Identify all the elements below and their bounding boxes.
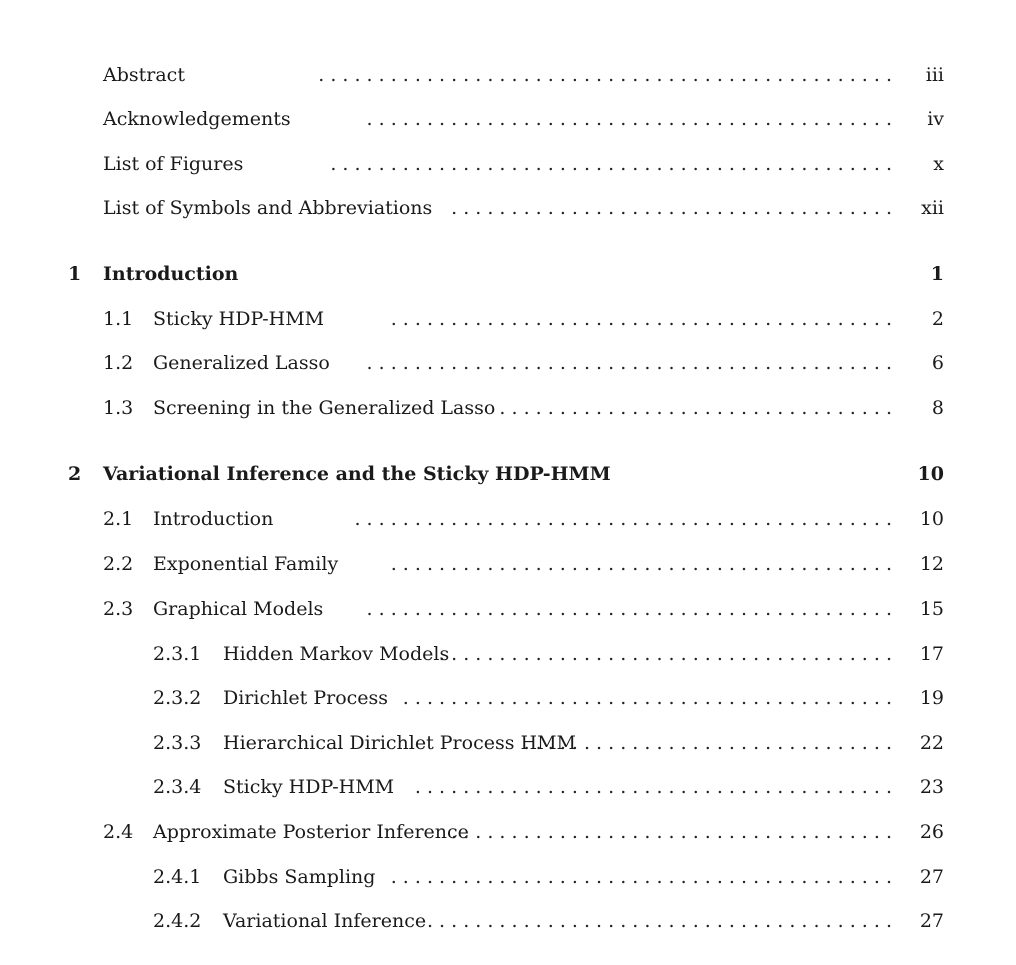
section-page: 15 bbox=[919, 598, 944, 620]
section-title: Approximate Posterior Inference bbox=[153, 821, 469, 843]
toc-entry-page: x bbox=[933, 153, 944, 175]
subsection-page: 27 bbox=[919, 866, 944, 888]
subsection-page: 17 bbox=[919, 643, 944, 665]
chapter-page: 1 bbox=[930, 263, 944, 285]
section-number: 1.1 bbox=[103, 308, 134, 330]
subsection-number: 2.3.3 bbox=[153, 732, 202, 754]
dot-leader: . . . . . . . . . . . . . . . . . . . . . . . . . . . . . . . . . . . . . . . . . . . . . bbox=[354, 508, 892, 530]
toc-entry-list-of-symbols[interactable] bbox=[0, 192, 1016, 224]
subsection-number: 2.4.2 bbox=[153, 910, 202, 932]
chapter-number: 1 bbox=[68, 263, 82, 285]
subsection-number: 2.3.4 bbox=[153, 776, 202, 798]
toc-section-2-4[interactable] bbox=[0, 816, 1016, 848]
section-number: 2.4 bbox=[103, 821, 134, 843]
chapter-title: Introduction bbox=[103, 263, 239, 285]
toc-entry-title: List of Symbols and Abbreviations bbox=[103, 197, 433, 219]
subsection-title: Variational Inference bbox=[223, 910, 427, 932]
subsection-title: Hierarchical Dirichlet Process HMM bbox=[223, 732, 576, 754]
chapter-page: 10 bbox=[917, 463, 944, 485]
dot-leader: . . . . . . . . . . . . . . . . . . . . . . . . . . . . . . . . . . . . . . . . . . bbox=[390, 553, 892, 575]
toc-entry-title: Abstract bbox=[103, 64, 185, 86]
section-number: 1.2 bbox=[103, 352, 134, 374]
section-page: 12 bbox=[919, 553, 944, 575]
dot-leader: . . . . . . . . . . . . . . . . . . . . . . . . . . . . . . . . . . . . . . . . . bbox=[402, 687, 892, 709]
subsection-number: 2.3.2 bbox=[153, 687, 202, 709]
toc-section-2-1[interactable] bbox=[0, 503, 1016, 535]
subsection-page: 19 bbox=[919, 687, 944, 709]
section-page: 2 bbox=[931, 308, 944, 330]
toc-chapter-1[interactable] bbox=[0, 258, 1016, 290]
chapter-title: Variational Inference and the Sticky HDP-HMM bbox=[103, 463, 611, 485]
section-page: 8 bbox=[931, 397, 944, 419]
section-title: Sticky HDP-HMM bbox=[153, 308, 325, 330]
subsection-page: 23 bbox=[919, 776, 944, 798]
section-title: Graphical Models bbox=[153, 598, 324, 620]
toc-section-1-1[interactable] bbox=[0, 303, 1016, 335]
toc-chapter-2[interactable] bbox=[0, 458, 1016, 490]
toc-subsection-2-4-2[interactable] bbox=[0, 905, 1016, 937]
toc-entry-acknowledgements[interactable] bbox=[0, 103, 1016, 135]
toc-subsection-2-3-1[interactable] bbox=[0, 638, 1016, 670]
dot-leader: . . . . . . . . . . . . . . . . . . . . . . . . . . . . . . . . . . . . . . bbox=[439, 643, 892, 665]
toc-entry-title: Acknowledgements bbox=[103, 108, 291, 130]
section-page: 10 bbox=[919, 508, 944, 530]
dot-leader: . . . . . . . . . . . . . . . . . . . . . . . . . . . . . . . . . . . . . . . . . . . . bbox=[366, 108, 892, 130]
subsection-title: Sticky HDP-HMM bbox=[223, 776, 395, 798]
section-title: Generalized Lasso bbox=[153, 352, 330, 374]
dot-leader: . . . . . . . . . . . . . . . . . . . . . . . . . . . . . . . . . . . . . . . . . . bbox=[390, 866, 892, 888]
section-number: 2.3 bbox=[103, 598, 134, 620]
dot-leader: . . . . . . . . . . . . . . . . . . . . . . . . . . . . . . . . . . . . . bbox=[451, 197, 892, 219]
section-title: Screening in the Generalized Lasso bbox=[153, 397, 496, 419]
subsection-title: Gibbs Sampling bbox=[223, 866, 376, 888]
subsection-number: 2.3.1 bbox=[153, 643, 202, 665]
toc-entry-list-of-figures[interactable] bbox=[0, 148, 1016, 180]
subsection-number: 2.4.1 bbox=[153, 866, 202, 888]
dot-leader: . . . . . . . . . . . . . . . . . . . . . . . . . . . . . . . . . bbox=[499, 397, 892, 419]
dot-leader: . . . . . . . . . . . . . . . . . . . . . . . . . . . . . . . . . . . . . . . . . . . . . . . . bbox=[318, 64, 892, 86]
dot-leader: . . . . . . . . . . . . . . . . . . . . . . . . . . . . . . . . . . . . . . . . bbox=[414, 776, 892, 798]
toc-subsection-2-3-4[interactable] bbox=[0, 771, 1016, 803]
section-number: 1.3 bbox=[103, 397, 134, 419]
toc-section-2-2[interactable] bbox=[0, 548, 1016, 580]
dot-leader: . . . . . . . . . . . . . . . . . . . . . . . . . . . . . . . . . . . . . . . . . . bbox=[390, 308, 892, 330]
dot-leader: . . . . . . . . . . . . . . . . . . . . . . . . . . . . . . . . . . . . . . . . . . . . bbox=[366, 352, 892, 374]
dot-leader: . . . . . . . . . . . . . . . . . . . . . . . . . . . . . . . . . . . . . . . bbox=[426, 910, 892, 932]
section-title: Exponential Family bbox=[153, 553, 339, 575]
dot-leader: . . . . . . . . . . . . . . . . . . . . . . . . . . . . . . . . . . . . . . . . . . . . bbox=[366, 598, 892, 620]
section-number: 2.1 bbox=[103, 508, 134, 530]
subsection-title: Hidden Markov Models bbox=[223, 643, 450, 665]
toc-entry-page: iv bbox=[927, 108, 944, 130]
toc-subsection-2-3-3[interactable] bbox=[0, 727, 1016, 759]
subsection-page: 27 bbox=[919, 910, 944, 932]
toc-entry-page: xii bbox=[921, 197, 944, 219]
toc-section-1-2[interactable] bbox=[0, 347, 1016, 379]
toc-subsection-2-3-2[interactable] bbox=[0, 682, 1016, 714]
section-title: Introduction bbox=[153, 508, 274, 530]
dot-leader: . . . . . . . . . . . . . . . . . . . . . . . . . . . . . . . . . . . . . bbox=[451, 821, 892, 843]
toc-subsection-2-4-1[interactable] bbox=[0, 861, 1016, 893]
section-page: 6 bbox=[931, 352, 944, 374]
subsection-page: 22 bbox=[919, 732, 944, 754]
dot-leader: . . . . . . . . . . . . . . . . . . . . . . . . . . . . . . . bbox=[523, 732, 892, 754]
section-page: 26 bbox=[919, 821, 944, 843]
toc-entry-abstract[interactable] bbox=[0, 59, 1016, 91]
toc-section-2-3[interactable] bbox=[0, 593, 1016, 625]
section-number: 2.2 bbox=[103, 553, 134, 575]
dot-leader: . . . . . . . . . . . . . . . . . . . . . . . . . . . . . . . . . . . . . . . . . . . . . . . bbox=[330, 153, 892, 175]
chapter-number: 2 bbox=[68, 463, 82, 485]
toc-entry-page: iii bbox=[925, 64, 944, 86]
subsection-title: Dirichlet Process bbox=[223, 687, 389, 709]
toc-section-1-3[interactable] bbox=[0, 392, 1016, 424]
toc-entry-title: List of Figures bbox=[103, 153, 244, 175]
